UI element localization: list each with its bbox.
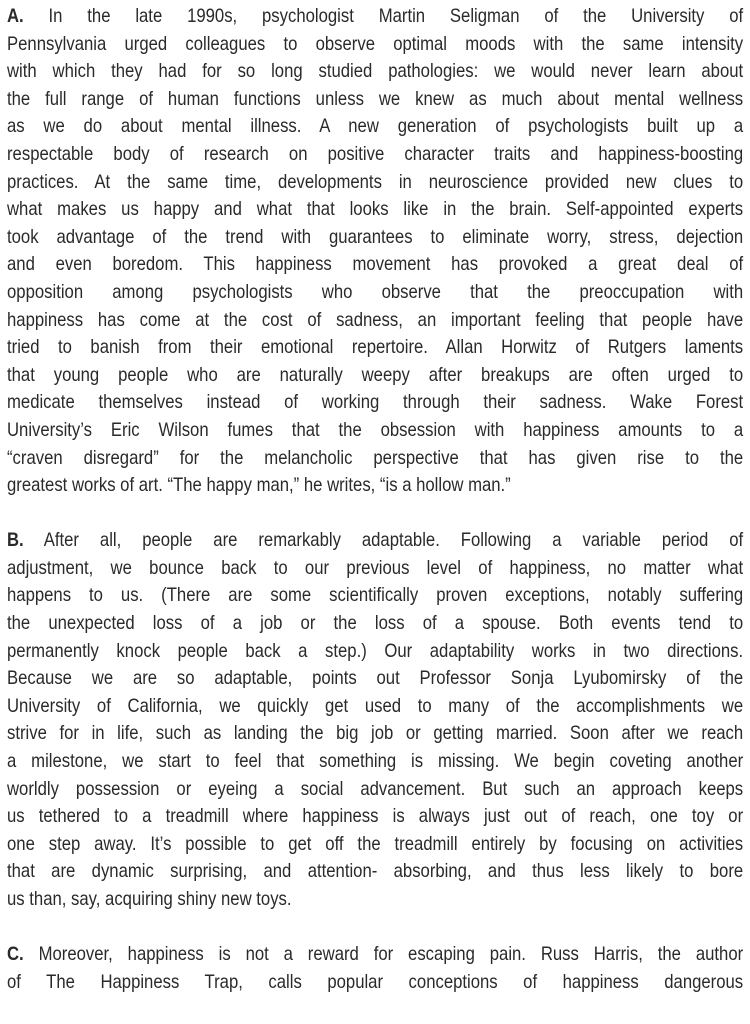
text-line: strive for in life, such as landing the big job or getting married. Soon after we reach	[7, 722, 744, 745]
text-line: that are dynamic surprising, and attention- absorbing, and thus less likely to bore	[7, 860, 744, 883]
text-line: adjustment, we bounce back to our previous level of happiness, no matter what	[7, 556, 744, 579]
text-line: “craven disregard” for the melancholic perspective that has given rise to the	[7, 446, 744, 469]
text-line: A. In the late 1990s, psychologist Martin Seligman of the University of	[7, 5, 744, 27]
text-line: as we do about mental illness. A new generation of psychologists built up a	[7, 115, 744, 138]
text-line: B. After all, people are remarkably adaptable. Following a variable period of	[7, 529, 744, 552]
text-line: happens to us. (There are some scientifically proven exceptions, notably suffering	[7, 584, 744, 607]
text-line: University of California, we quickly get used to many of the accomplishments we	[7, 694, 744, 717]
text-line: C. Moreover, happiness is not a reward for escaping pain. Russ Harris, the author	[7, 943, 744, 966]
text-line: tried to banish from their emotional repertoire. Allan Horwitz of Rutgers laments	[7, 336, 744, 359]
text-line: permanently knock people back a step.) Our adaptability works in two directions.	[7, 639, 744, 662]
text-line: with which they had for so long studied pathologies: we would never learn about	[7, 60, 744, 83]
text-line: of The Happiness Trap, calls popular conceptions of happiness dangerous	[7, 970, 744, 993]
text-line: that young people who are naturally weepy after breakups are often urged to	[7, 363, 744, 386]
text-line: worldly possession or eyeing a social advancement. But such an approach keeps	[7, 777, 744, 800]
paragraph-b	[7, 527, 743, 913]
text-line: practices. At the same time, developments in neuroscience provided new clues to	[7, 170, 744, 193]
text-line: the unexpected loss of a job or the loss of a spouse. Both events tend to	[7, 612, 744, 635]
paragraph-label: B.	[7, 529, 24, 552]
paragraph-c	[7, 941, 743, 996]
text-line: one step away. It’s possible to get off the treadmill entirely by focusing on activities	[7, 832, 744, 855]
text-line: greatest works of art. “The happy man,” he writes, “is a hollow man.”	[7, 474, 511, 497]
text-line: and even boredom. This happiness movement has provoked a great deal of	[7, 253, 744, 276]
document-body	[7, 3, 743, 1024]
text-line: happiness has come at the cost of sadness, an important feeling that people have	[7, 308, 744, 331]
text-line: respectable body of research on positive character traits and happiness-boosting	[7, 142, 744, 165]
paragraph-label: A.	[7, 5, 24, 27]
text-line: what makes us happy and what that looks like in the brain. Self-appointed experts	[7, 198, 744, 221]
text-line: the full range of human functions unless we knew as much about mental wellness	[7, 87, 744, 110]
text-line: opposition among psychologists who observe that the preoccupation with	[7, 280, 744, 303]
text-line: Pennsylvania urged colleagues to observe optimal moods with the same intensity	[7, 32, 744, 55]
text-line: University’s Eric Wilson fumes that the obsession with happiness amounts to a	[7, 418, 744, 441]
text-line: us tethered to a treadmill where happiness is always just out of reach, one toy or	[7, 805, 744, 828]
text-line: us than, say, acquiring shiny new toys.	[7, 888, 292, 910]
text-line: Because we are so adaptable, points out Professor Sonja Lyubomirsky of the	[7, 667, 744, 690]
text-line: took advantage of the trend with guarantees to eliminate worry, stress, dejection	[7, 225, 744, 248]
paragraph-label: C.	[7, 943, 24, 966]
paragraph-a	[7, 3, 743, 500]
text-line: medicate themselves instead of working through their sadness. Wake Forest	[7, 391, 744, 414]
text-line: a milestone, we start to feel that something is missing. We begin coveting another	[7, 750, 744, 773]
